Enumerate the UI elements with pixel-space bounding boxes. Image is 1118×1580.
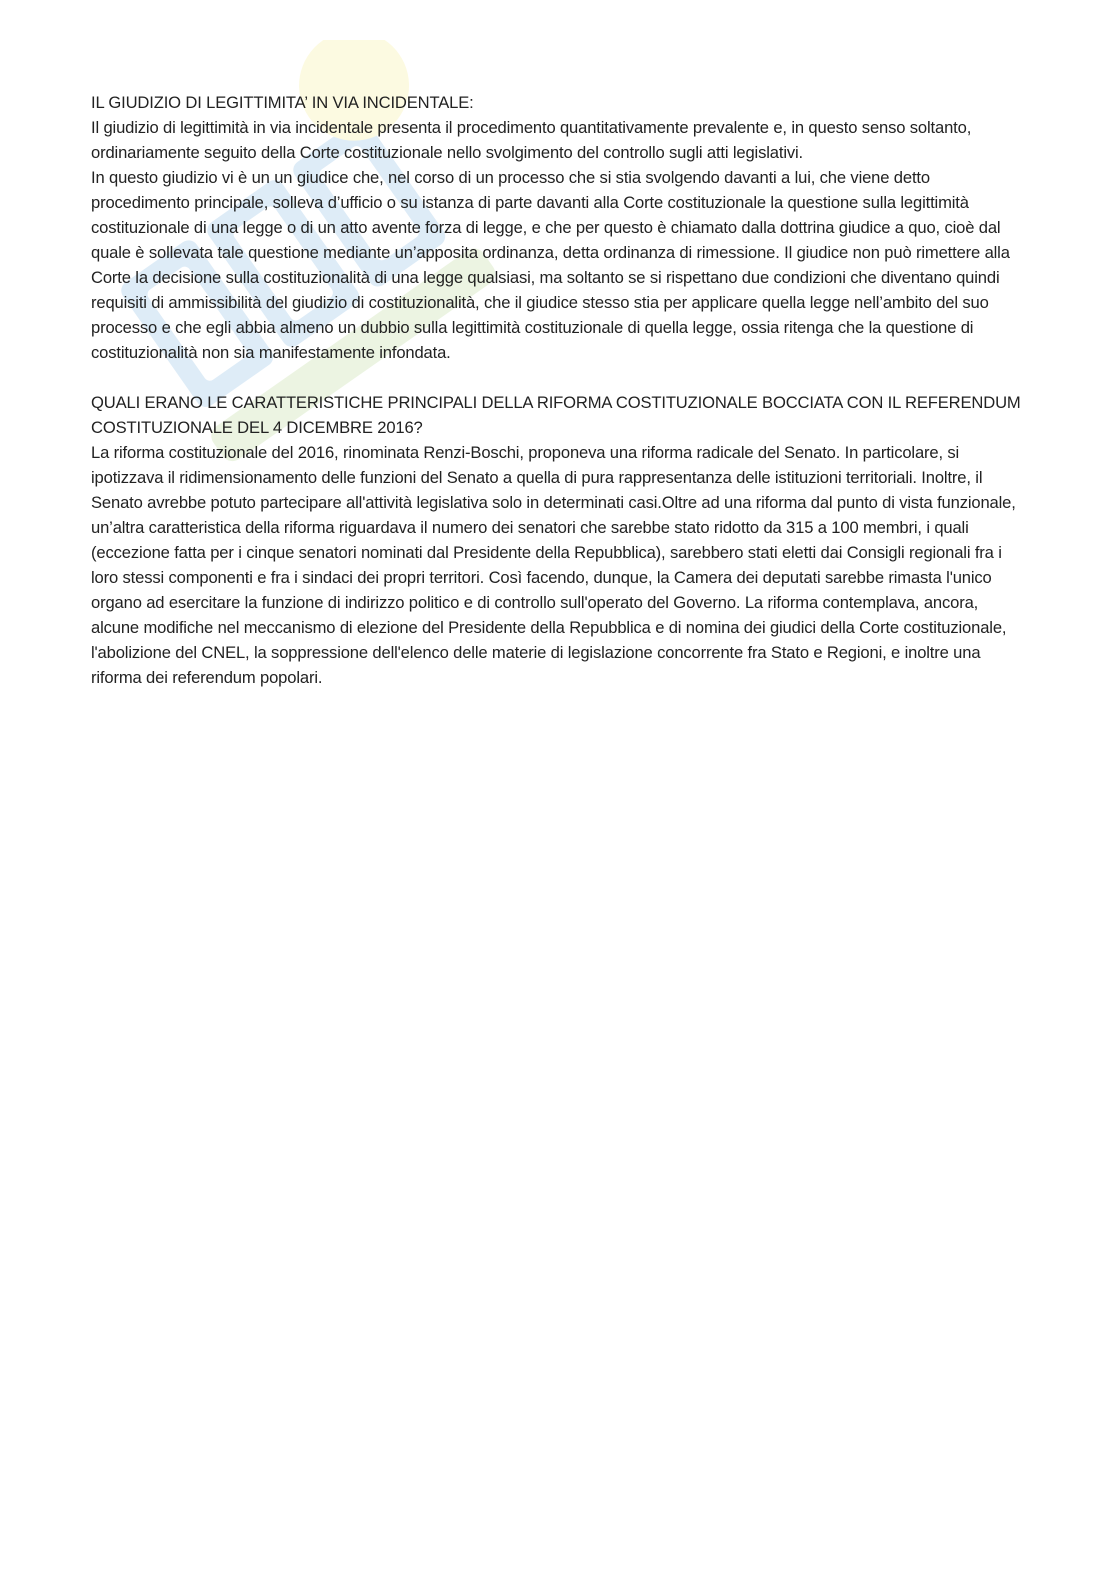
section-heading: IL GIUDIZIO DI LEGITTIMITA’ IN VIA INCIDENTALE: xyxy=(91,93,474,112)
document-body xyxy=(91,90,1021,690)
paragraph: Il giudizio di legittimità in via incidentale presenta il procedimento quantitativamente prevalente e, in questo senso soltanto, ordinariamente seguito della Corte costituzionale nello svolgimento del controllo sugli atti legislativi. xyxy=(91,118,972,162)
section-spacer xyxy=(91,365,1021,390)
section-constitutional-reform xyxy=(91,390,1021,690)
section-heading: QUALI ERANO LE CARATTERISTICHE PRINCIPALI DELLA RIFORMA COSTITUZIONALE BOCCIATA CON IL REFERENDUM COSTITUZIONALE DEL 4 DICEMBRE 2016? xyxy=(91,393,1021,437)
paragraph: In questo giudizio vi è un un giudice che, nel corso di un processo che si stia svolgendo davanti a lui, che viene detto procedimento principale, solleva d’ufficio o su istanza di parte davanti alla Corte costituzionale la questione sulla legittimità costituzionale di una legge o di un atto avente forza di legge, e che per questo è chiamato dalla dottrina giudice a quo, cioè dal quale è sollevata tale questione mediante un’apposita ordinanza, detta ordinanza di rimessione. Il giudice non può rimettere alla Corte la decisione sulla costituzionalità di una legge qualsiasi, ma soltanto se si rispettano due condizioni che diventano quindi requisiti di ammissibilità del giudizio di costituzionalità, che il giudice stesso stia per applicare quella legge nell’ambito del suo processo e che egli abbia almeno un dubbio sulla legittimità costituzionale di quella legge, ossia ritenga che la questione di costituzionalità non sia manifestamente infondata. xyxy=(91,168,1010,362)
section-incidental-judgment xyxy=(91,90,1021,365)
paragraph: La riforma costituzionale del 2016, rinominata Renzi-Boschi, proponeva una riforma radicale del Senato. In particolare, si ipotizzava il ridimensionamento delle funzioni del Senato a quella di pura rappresentanza delle istituzioni territoriali. Inoltre, il Senato avrebbe potuto partecipare all'attività legislativa solo in determinati casi.Oltre ad una riforma dal punto di vista funzionale, un’altra caratteristica della riforma riguardava il numero dei senatori che sarebbe stato ridotto da 315 a 100 membri, i quali (eccezione fatta per i cinque senatori nominati dal Presidente della Repubblica), sarebbero stati eletti dai Consigli regionali fra i loro stessi componenti e fra i sindaci dei propri territori. Così facendo, dunque, la Camera dei deputati sarebbe rimasta l'unico organo ad esercitare la funzione di indirizzo politico e di controllo sull'operato del Governo. La riforma contemplava, ancora, alcune modifiche nel meccanismo di elezione del Presidente della Repubblica e di nomina dei giudici della Corte costituzionale, l'abolizione del CNEL, la soppressione dell'elenco delle materie di legislazione concorrente fra Stato e Regioni, e inoltre una riforma dei referendum popolari. xyxy=(91,443,1016,687)
